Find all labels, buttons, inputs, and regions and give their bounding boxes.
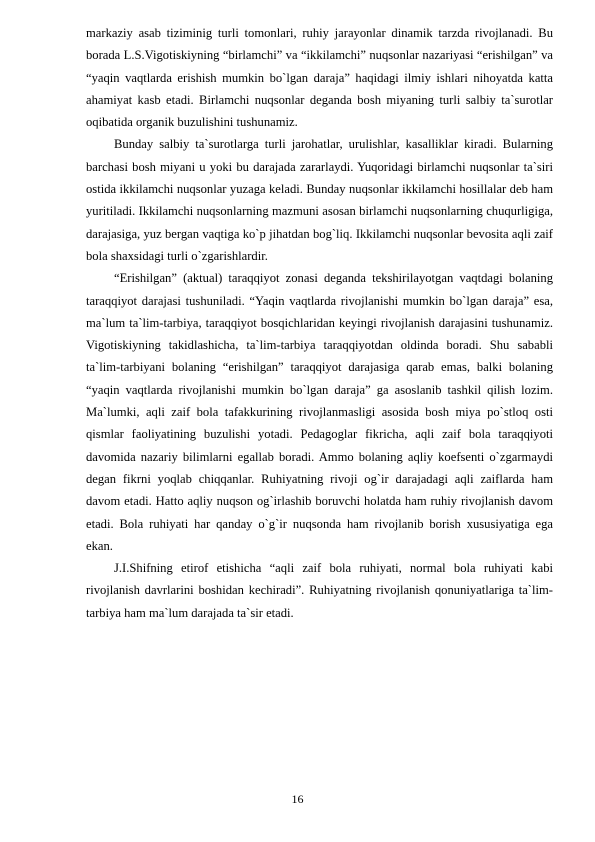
paragraph-continuation: markaziy asab tiziminig turli tomonlari, ruhiy jarayonlar dinamik tarzda rivojlanadi. Bu borada L.S.Vigotiskiyning “birlamchi” va “ikkilamchi” nuqsonlar nazariyasi “erishilgan” va “yaqin vaqtlarda erishish mumkin bo`lgan daraja” haqidagi ilmiy ishlari nihoyatda katta ahamiyat kasb etadi. Birlamchi nuqsonlar deganda bosh miyaning turli salbiy ta`surotlar oqibatida organik buzulishini tushunamiz. [86,26,553,130]
paragraph-shif: J.I.Shifning etirof etishicha “aqli zaif bola ruhiyati, normal bola ruhiyati kabi rivojlanish davrlarini boshidan kechiradi”. Ruhiyatning rivojlanish qonuniyatlariga ta`lim-tarbiya ham ma`lum darajada ta`sir etadi. [86,561,553,620]
paragraph-erishilgan-taraqqiyot: “Erishilgan” (aktual) taraqqiyot zonasi deganda tekshirilayotgan vaqtdagi bolaning taraqqiyot darajasi tushuniladi. “Yaqin vaqtlarda rivojlanishi mumkin bo`lgan daraja” esa, ma`lum ta`lim-tarbiya, taraqqiyot bosqichlaridan keyingi rivojlanish darajasini tushunamiz. Vigotiskiyning takidlashicha, ta`lim-tarbiya taraqqiyotdan oldinda boradi. Shu sababli ta`lim-tarbiyani bolaning “erishilgan” taraqqiyot darajasiga qarab emas, balki bolaning “yaqin vaqtlarda rivojlanishi mumkin bo`lgan daraja” ga asoslanib tashkil qilish lozim. Ma`lumki, aqli zaif bola tafakkurining rivojlanmasligi asosida bosh miya po`stloq osti qismlar faoliyatining buzulishi yotadi. Pedagoglar fikricha, aqli zaif bola taraqqiyoti davomida nazariy bilimlarni egallab boradi. Ammo bolaning aqliy koefsenti o`zgarmaydi degan fikrni yoqlab chiqqanlar. Ruhiyatning rivoji og`ir darajadagi aqli zaiflarda ham davom etadi. Hatto aqliy nuqson og`irlashib boruvchi holatda ham ruhiy rivojlanish davom etadi. Bola ruhiyati har qanday o`g`ir nuqsonda ham rivojlanib borish xususiyatiga ega ekan. [86,271,553,553]
page-number: 16 [291,792,304,806]
paragraph-salbiy-tasurotlar: Bunday salbiy ta`surotlarga turli jarohatlar, urulishlar, kasalliklar kiradi. Bularning barchasi bosh miyani u yoki bu darajada zararlaydi. Yuqoridagi birlamchi nuqsonlar ta`siri ostida ikkilamchi nuqsonlar yuzaga keladi. Bunday nuqsonlar ikkilamchi hosillalar deb ham yuritiladi. Ikkilamchi nuqsonlarning mazmuni asosan birlamchi nuqsonlarning chuqurligiga, darajasiga, yuz bergan vaqtiga ko`p jihatdan bog`liq. Ikkilamchi nuqsonlar bevosita aqli zaif bola shaxsidagi turli o`zgarishlardir. [86,137,553,263]
document-body [86,22,553,624]
